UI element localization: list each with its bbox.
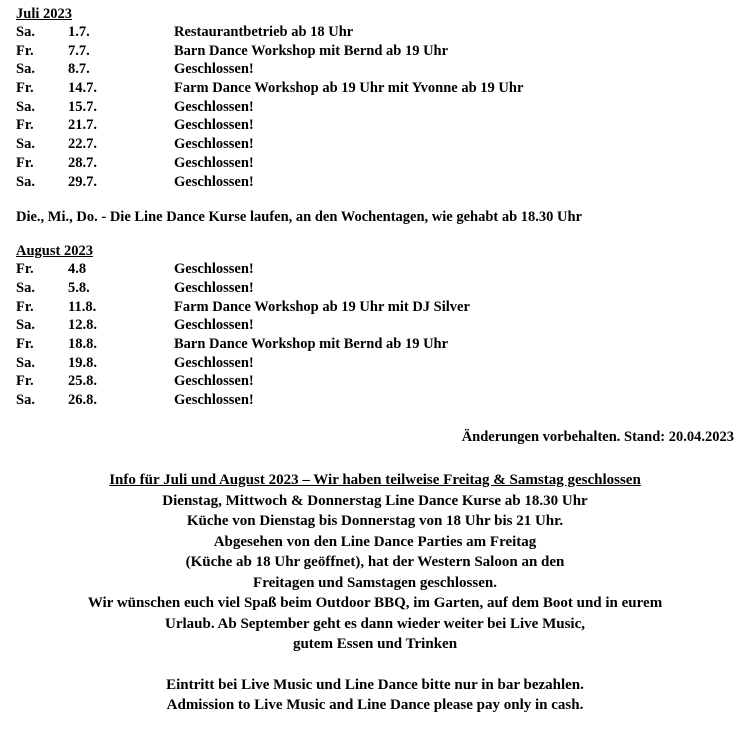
event-label: Geschlossen!: [174, 136, 254, 153]
info-line: Freitagen und Samstagen geschlossen.: [253, 574, 497, 591]
schedule-row: [16, 154, 736, 173]
schedule-row: [16, 335, 736, 354]
date-label: 28.7.: [68, 154, 97, 171]
info-line: Abgesehen von den Line Dance Parties am Freitag: [213, 533, 537, 550]
schedule-row: [16, 42, 736, 61]
day-label: Fr.: [16, 117, 34, 134]
date-label: 5.8.: [68, 279, 90, 296]
day-label: Fr.: [16, 261, 34, 278]
info-line: (Küche ab 18 Uhr geöffnet), hat der Western Saloon an den: [185, 554, 565, 570]
date-label: 1.7.: [68, 24, 90, 40]
event-label: Barn Dance Workshop mit Bernd ab 19 Uhr: [174, 335, 449, 352]
info-line: gutem Essen und Trinken: [292, 636, 458, 652]
day-label: Sa.: [16, 98, 35, 115]
date-label: 11.8.: [68, 298, 97, 315]
date-label: 15.7.: [68, 98, 97, 115]
event-label: Geschlossen!: [174, 261, 254, 278]
day-label: Sa.: [16, 354, 35, 371]
day-label: Fr.: [16, 80, 34, 97]
day-label: Sa.: [16, 317, 35, 334]
august-heading: August 2023: [16, 243, 93, 260]
changes-note: Änderungen vorbehalten. Stand: 20.04.2023: [461, 428, 734, 445]
date-label: 22.7.: [68, 136, 97, 153]
weekday-note: Die., Mi., Do. - Die Line Dance Kurse laufen, an den Wochentagen, wie gehabt ab 18.30 Uhr: [16, 209, 583, 226]
schedule-page: [16, 6, 736, 446]
date-label: 26.8.: [68, 392, 97, 408]
event-label: Geschlossen!: [174, 173, 254, 190]
date-label: 4.8: [68, 261, 87, 278]
schedule-row: [16, 23, 736, 42]
date-label: 12.8.: [68, 317, 97, 334]
schedule-row: [16, 354, 736, 373]
payment-note-de: Eintritt bei Live Music und Line Dance bitte nur in bar bezahlen.: [166, 676, 584, 693]
event-label: Farm Dance Workshop ab 19 Uhr mit Yvonne ab 19 Uhr: [174, 80, 524, 97]
info-block: [0, 470, 750, 716]
date-label: 7.7.: [68, 42, 90, 59]
schedule-row: [16, 60, 736, 79]
date-label: 14.7.: [68, 80, 97, 97]
date-label: 8.7.: [68, 61, 90, 78]
schedule-row: [16, 316, 736, 335]
day-label: Sa.: [16, 279, 35, 296]
payment-note-en: Admission to Live Music and Line Dance please pay only in cash.: [166, 697, 584, 713]
date-label: 18.8.: [68, 335, 97, 352]
event-label: Restaurantbetrieb ab 18 Uhr: [174, 24, 354, 40]
event-label: Geschlossen!: [174, 117, 254, 134]
event-label: Geschlossen!: [174, 317, 254, 334]
date-label: 29.7.: [68, 173, 97, 190]
schedule-row: [16, 173, 736, 192]
schedule-row: [16, 116, 736, 135]
event-label: Farm Dance Workshop ab 19 Uhr mit DJ Silver: [174, 298, 470, 315]
schedule-row: [16, 298, 736, 317]
spacer: [0, 655, 750, 675]
schedule-row: [16, 391, 736, 410]
info-line: Dienstag, Mittwoch & Donnerstag Line Dance Kurse ab 18.30 Uhr: [162, 492, 588, 509]
schedule-row: [16, 372, 736, 391]
day-label: Sa.: [16, 173, 35, 190]
day-label: Sa.: [16, 136, 35, 153]
day-label: Sa.: [16, 392, 35, 408]
july-heading: Juli 2023: [16, 6, 72, 22]
day-label: Sa.: [16, 24, 35, 40]
day-label: Fr.: [16, 298, 34, 315]
info-line: Urlaub. Ab September geht es dann wieder weiter bei Live Music,: [165, 615, 585, 632]
schedule-row: [16, 279, 736, 298]
day-label: Fr.: [16, 335, 34, 352]
event-label: Geschlossen!: [174, 279, 254, 296]
day-label: Fr.: [16, 373, 34, 390]
date-label: 21.7.: [68, 117, 97, 134]
info-line: Wir wünschen euch viel Spaß beim Outdoor BBQ, im Garten, auf dem Boot und in eurem: [87, 595, 663, 611]
event-label: Geschlossen!: [174, 392, 254, 408]
event-label: Geschlossen!: [174, 354, 254, 371]
august-schedule: [16, 260, 736, 410]
july-schedule: [16, 23, 736, 191]
schedule-row: [16, 98, 736, 117]
day-label: Sa.: [16, 61, 35, 78]
event-label: Geschlossen!: [174, 373, 254, 390]
date-label: 25.8.: [68, 373, 97, 390]
schedule-row: [16, 260, 736, 279]
date-label: 19.8.: [68, 354, 97, 371]
schedule-row: [16, 79, 736, 98]
event-label: Geschlossen!: [174, 61, 254, 78]
info-line: Küche von Dienstag bis Donnerstag von 18 Uhr bis 21 Uhr.: [186, 513, 564, 529]
info-title: Info für Juli und August 2023 – Wir haben teilweise Freitag & Samstag geschlossen: [109, 472, 641, 488]
event-label: Geschlossen!: [174, 154, 254, 171]
day-label: Fr.: [16, 154, 34, 171]
day-label: Fr.: [16, 42, 34, 59]
schedule-row: [16, 135, 736, 154]
event-label: Barn Dance Workshop mit Bernd ab 19 Uhr: [174, 42, 449, 59]
event-label: Geschlossen!: [174, 98, 254, 115]
